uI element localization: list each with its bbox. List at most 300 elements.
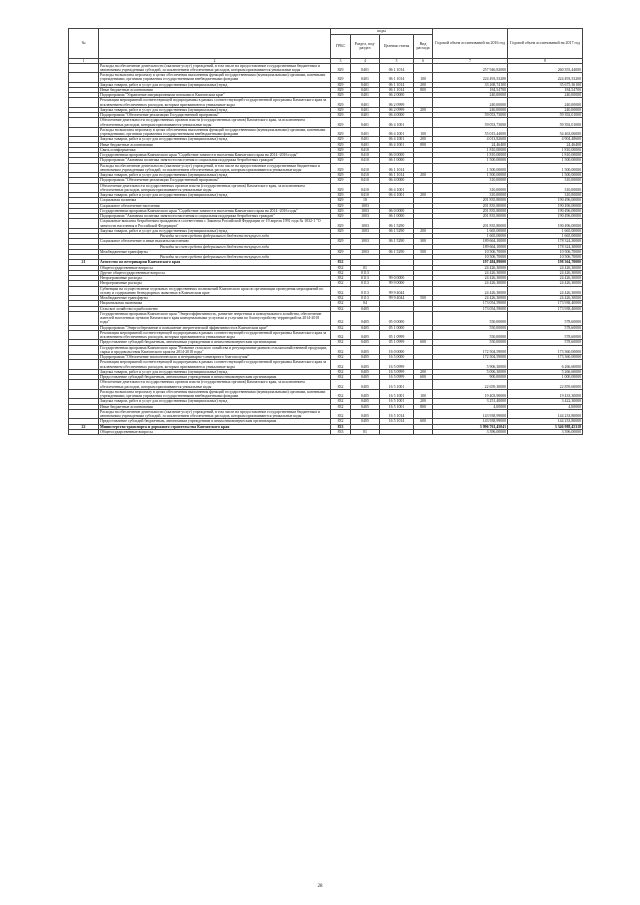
row-grbs: 829 — [331, 87, 351, 92]
header-row-top — [69, 29, 583, 35]
table-row — [69, 389, 583, 399]
row-expense-type — [414, 63, 433, 73]
row-amount-2016: 240,00000 — [433, 93, 508, 98]
row-amount-2017: 178 324,30000 — [508, 239, 583, 244]
row-target-article: 06 4 1001 — [380, 183, 414, 193]
row-amount-2017: 54 463,06000 — [508, 127, 583, 137]
row-razdel: 0405 — [351, 340, 380, 345]
row-grbs: 829 — [331, 178, 351, 183]
row-amount-2016: 143 938,99000 — [433, 419, 508, 424]
row-grbs: 829 — [331, 219, 351, 229]
row-expense-type — [414, 429, 433, 434]
row-amount-2016: 240,00000 — [433, 107, 508, 112]
row-amount-2016: 24 426,30000 — [433, 270, 508, 275]
row-razdel: 0401 — [351, 93, 380, 98]
row-expense-type — [414, 219, 433, 229]
row-amount-2016: 201 835,80000 — [433, 198, 508, 203]
row-expense-type — [414, 409, 433, 419]
row-target-article: 16 5 0999 — [380, 375, 414, 380]
row-razdel: 1003 — [351, 208, 380, 213]
row-amount-2016: 173 054,59000 — [433, 306, 508, 311]
row-amount-2016: 1 500,00000 — [433, 163, 508, 173]
row-description: Другие общегосударственные вопросы — [99, 270, 331, 275]
row-description: Реализация мероприятий соответствующей подпрограммы в рамках соответствующей государственной программы Камчатского края за исключением обеспеченных расходов, которым присваиваются уникальные коды — [99, 330, 331, 340]
row-razdel: 0401 — [351, 87, 380, 92]
row-target-article: 99 9 4044 — [380, 296, 414, 301]
row-expense-type: 200 — [414, 173, 433, 178]
row-amount-2016: 184,54700 — [433, 87, 508, 92]
row-number — [69, 345, 99, 355]
table-row — [69, 409, 583, 419]
col-razdel-header: Раздел, под-раздел — [351, 34, 380, 58]
row-description: Закупка товаров, работ и услуг для государственных (муниципальных) нужд — [99, 107, 331, 112]
row-grbs: 829 — [331, 203, 351, 208]
row-amount-2017: 35 675,36100 — [508, 82, 583, 87]
row-amount-2017: 173 360,00000 — [508, 355, 583, 360]
row-amount-2017: 59 392,01000 — [508, 118, 583, 128]
table-row — [69, 311, 583, 325]
row-razdel: 1003 — [351, 203, 380, 208]
table-row — [69, 345, 583, 355]
row-razdel: 0405 — [351, 380, 380, 390]
row-amount-2016: 5 906,30000 — [433, 360, 508, 370]
row-grbs: 832 — [331, 260, 351, 265]
row-amount-2016: 24,46400 — [433, 142, 508, 147]
row-amount-2017: 24 426,30000 — [508, 281, 583, 286]
table-body — [69, 63, 583, 435]
row-expense-type: 600 — [414, 340, 433, 345]
row-target-article: 06 4 1001 — [380, 137, 414, 142]
row-target-article: 06 0 0000 — [380, 208, 414, 213]
row-target-article: 06 4 1001 — [380, 193, 414, 198]
row-grbs: 829 — [331, 107, 351, 112]
row-grbs: 829 — [331, 93, 351, 98]
row-razdel: 0401 — [351, 113, 380, 118]
row-razdel: 0401 — [351, 82, 380, 87]
row-amount-2017: 578,60000 — [508, 330, 583, 340]
row-amount-2017: 24 426,30000 — [508, 296, 583, 301]
table-row — [69, 286, 583, 296]
row-number — [69, 219, 99, 229]
row-amount-2016: 201 835,80000 — [433, 214, 508, 219]
row-target-article: 06 4 1001 — [380, 127, 414, 137]
row-target-article: 05 1 0999 — [380, 340, 414, 345]
row-description: Подпрограмма "Активная политика занятости населения и социальная поддержка безработных граждан" — [99, 214, 331, 219]
row-razdel: 0113 — [351, 286, 380, 296]
row-amount-2017: 24 426,30000 — [508, 286, 583, 296]
table-row — [69, 163, 583, 173]
row-target-article: 16 5 0999 — [380, 369, 414, 374]
row-razdel: 1003 — [351, 219, 380, 229]
row-amount-2017: 190 496,00000 — [508, 214, 583, 219]
table-row — [69, 219, 583, 229]
row-description: Закупка товаров, работ и услуг для государственных (муниципальных) нужд — [99, 173, 331, 178]
table-row — [69, 183, 583, 193]
col-expense-type-header: Вид расхода — [414, 34, 433, 58]
row-amount-2016: 189 664,10000 — [433, 244, 508, 249]
row-expense-type — [414, 345, 433, 355]
row-number — [69, 330, 99, 340]
row-amount-2016: 55 015,44000 — [433, 127, 508, 137]
row-razdel: 0113 — [351, 296, 380, 301]
row-target-article: 06 1 5290 — [380, 228, 414, 233]
row-description: Предоставление субсидий бюджетным, автономным учреждениям и иным некоммерческим организациям — [99, 375, 331, 380]
row-expense-type: 100 — [414, 73, 433, 83]
codes-group-header: коды — [331, 29, 433, 35]
row-grbs: 829 — [331, 113, 351, 118]
row-target-article: 06 1 5290 — [380, 249, 414, 254]
row-grbs: 832 — [331, 380, 351, 390]
row-description: Обеспечение деятельности государственных органов власти (государственных органов) Камчатского края, за исключением обеспеченных расходов, которым присваиваются уникальные коды — [99, 183, 331, 193]
row-expense-type: 500 — [414, 249, 433, 254]
row-target-article: 06 1 1014 — [380, 163, 414, 173]
row-expense-type: 600 — [414, 375, 433, 380]
row-description: Социальное обеспечение и иные выплаты населению — [99, 239, 331, 244]
row-grbs: 832 — [331, 360, 351, 370]
row-description: Предоставление субсидий бюджетным, автономным учреждениям и иным некоммерческим организациям — [99, 340, 331, 345]
row-expense-type — [414, 183, 433, 193]
budget-table — [68, 28, 583, 435]
row-amount-2016: 1 665,00000 — [433, 234, 508, 239]
row-description: Закупка товаров, работ и услуг для государственных (муниципальных) нужд — [99, 399, 331, 404]
row-number — [69, 118, 99, 128]
row-razdel: 0113 — [351, 276, 380, 281]
row-description: Реализация мероприятий соответствующей подпрограммы в рамках соответствующей государственной программы Камчатского края за исключением обеспеченных расходов, которым присваиваются уникальные коды — [99, 98, 331, 108]
row-grbs: 832 — [331, 340, 351, 345]
row-amount-2016: 550,00000 — [433, 340, 508, 345]
row-amount-2016: 143 938,99000 — [433, 409, 508, 419]
row-target-article: 16 5 0000 — [380, 355, 414, 360]
row-razdel: 10 — [351, 198, 380, 203]
row-description: Подпрограмма "Энергосбережение и повышение энергетической эффективности в Камчатском крае" — [99, 325, 331, 330]
column-index: 8 — [508, 58, 583, 63]
row-expense-type — [414, 286, 433, 296]
row-description: Расходы за счет средств федерального бюджета текущего года — [99, 255, 331, 260]
row-amount-2017: 240,00000 — [508, 107, 583, 112]
row-number — [69, 98, 99, 108]
row-expense-type: 800 — [414, 404, 433, 409]
row-amount-2017: 19 433,30000 — [508, 389, 583, 399]
row-amount-2017: 1 500,00000 — [508, 158, 583, 163]
row-amount-2016: 59 053,73000 — [433, 113, 508, 118]
row-amount-2016: 10 506,70000 — [433, 249, 508, 254]
row-amount-2017: 184,54700 — [508, 87, 583, 92]
row-description: Расходы на выплаты персоналу в целях обеспечения выполнения функций государственными (муниципальными) органами, казенными учреждениями, органами управления государственными внебюджетными фондами — [99, 73, 331, 83]
row-amount-2017: 1 810,00000 — [508, 153, 583, 158]
row-expense-type: 500 — [414, 296, 433, 301]
row-razdel: 04 — [351, 301, 380, 306]
row-grbs: 832 — [331, 399, 351, 404]
row-grbs: 832 — [331, 375, 351, 380]
row-number — [69, 389, 99, 399]
row-grbs: 832 — [331, 404, 351, 409]
row-amount-2016: 550,00000 — [433, 325, 508, 330]
row-amount-2016: 197 484,89000 — [433, 260, 508, 265]
row-target-article: 06 4 1001 — [380, 118, 414, 128]
row-amount-2017: 1 000,00000 — [508, 375, 583, 380]
row-grbs: 832 — [331, 325, 351, 330]
row-expense-type: 200 — [414, 193, 433, 198]
row-razdel: 0405 — [351, 360, 380, 370]
row-grbs: 829 — [331, 208, 351, 213]
row-description: Общегосударственные вопросы — [99, 265, 331, 270]
row-description: Социальная политика — [99, 198, 331, 203]
row-amount-2017: 173 938,40000 — [508, 301, 583, 306]
budget-table-sheet — [68, 28, 582, 435]
row-grbs: 832 — [331, 276, 351, 281]
row-amount-2016: 3 396,00000 — [433, 429, 508, 434]
row-target-article: 16 5 1001 — [380, 380, 414, 390]
row-expense-type: 200 — [414, 107, 433, 112]
row-razdel: 0113 — [351, 281, 380, 286]
row-target-article: 06 2 0999 — [380, 107, 414, 112]
table-row — [69, 380, 583, 390]
row-razdel: 0401 — [351, 118, 380, 128]
row-grbs: 829 — [331, 173, 351, 178]
row-amount-2016: 22 659,30000 — [433, 380, 508, 390]
row-amount-2017: 310,00000 — [508, 183, 583, 193]
column-index: 7 — [433, 58, 508, 63]
row-description: Общегосударственные вопросы — [99, 429, 331, 434]
row-expense-type: 200 — [414, 399, 433, 404]
row-razdel: 0405 — [351, 419, 380, 424]
row-expense-type: 600 — [414, 419, 433, 424]
row-amount-2016: 310,00000 — [433, 178, 508, 183]
row-grbs: 832 — [331, 296, 351, 301]
row-expense-type — [414, 118, 433, 128]
row-amount-2017: 310,00000 — [508, 178, 583, 183]
row-amount-2016: 24 426,30000 — [433, 265, 508, 270]
row-grbs: 833 — [331, 429, 351, 434]
row-amount-2017: 198 364,70000 — [508, 260, 583, 265]
row-description: Расходы на выплаты персоналу в целях обеспечения выполнения функций государственными (муниципальными) органами, казенными учреждениями, органами управления государственными внебюджетными фондами — [99, 127, 331, 137]
row-target-article: 16 5 1014 — [380, 419, 414, 424]
row-razdel: 0410 — [351, 173, 380, 178]
row-description: Реализация мероприятий соответствующей подпрограммы в рамках соответствующей государственной программы Камчатского края за исключением обеспеченных расходов, которым присваиваются уникальные коды — [99, 360, 331, 370]
row-number — [69, 183, 99, 193]
row-amount-2017: 59 392,01000 — [508, 113, 583, 118]
row-razdel: 0405 — [351, 375, 380, 380]
row-number — [69, 127, 99, 137]
row-razdel: 1003 — [351, 214, 380, 219]
row-razdel: 0405 — [351, 330, 380, 340]
row-grbs: 829 — [331, 193, 351, 198]
row-target-article: 06 4 1001 — [380, 142, 414, 147]
row-expense-type: 200 — [414, 369, 433, 374]
row-razdel: 1003 — [351, 249, 380, 254]
row-description: Подпрограмма "Обеспечение эпизоотического и ветеринарно-санитарного благополучия" — [99, 355, 331, 360]
row-amount-2017: 260 355,44000 — [508, 63, 583, 73]
row-amount-2016: 224 493,53200 — [433, 73, 508, 83]
row-amount-2016: 5 006,30000 — [433, 369, 508, 374]
row-amount-2016: 201 835,80000 — [433, 219, 508, 229]
row-amount-2016: 900,00000 — [433, 375, 508, 380]
row-grbs: 832 — [331, 306, 351, 311]
row-expense-type — [414, 311, 433, 325]
row-description: Закупка товаров, работ и услуг для государственных (муниципальных) нужд — [99, 82, 331, 87]
row-expense-type — [414, 163, 433, 173]
column-index: 4 — [351, 58, 380, 63]
row-expense-type — [414, 380, 433, 390]
table-row — [69, 98, 583, 108]
row-target-article: 05 1 0999 — [380, 330, 414, 340]
row-description: Подпрограмма "Активная политика занятости населения и социальная поддержка безработных граждан" — [99, 158, 331, 163]
row-target-article: 06 1 1014 — [380, 63, 414, 73]
row-amount-2017: 24 426,30000 — [508, 276, 583, 281]
row-amount-2017: 178 324,30000 — [508, 244, 583, 249]
row-razdel: 0401 — [351, 142, 380, 147]
row-description: Расходы на выплаты персоналу в целях обеспечения выполнения функций государственными (муниципальными) органами, казенными учреждениями, органами управления государственными внебюджетными фондами — [99, 389, 331, 399]
row-grbs: 829 — [331, 228, 351, 233]
row-amount-2016: 24 426,30000 — [433, 276, 508, 281]
row-description: Обеспечение деятельности государственных органов власти (государственных органов) Камчатского края, за исключением обеспеченных расходов, которым присваиваются уникальные коды — [99, 118, 331, 128]
row-amount-2016: 1 665,00000 — [433, 228, 508, 233]
row-grbs: 832 — [331, 265, 351, 270]
row-amount-2017: 144 233,80000 — [508, 419, 583, 424]
row-description: Социальные выплаты безработным гражданам в соответствии с Законом Российской Федерации от 19 апреля 1991 года № 1032-1 "О занятости населения в Российской Федерации" — [99, 219, 331, 229]
row-target-article: 16 5 1001 — [380, 404, 414, 409]
row-amount-2017: 24 426,30000 — [508, 265, 583, 270]
row-grbs: 832 — [331, 355, 351, 360]
row-razdel: 0405 — [351, 389, 380, 399]
row-description: Социальное обеспечение населения — [99, 203, 331, 208]
table-row — [69, 127, 583, 137]
table-row — [69, 118, 583, 128]
column-index: 5 — [380, 58, 414, 63]
row-target-article: 06 1 5290 — [380, 239, 414, 244]
row-description: Закупка товаров, работ и услуг для государственных (муниципальных) нужд — [99, 193, 331, 198]
column-index: 2 — [99, 58, 331, 63]
row-number — [69, 63, 99, 73]
column-index: 6 — [414, 58, 433, 63]
col-2016-header: Годовой объем ассигнований на 2016 год — [433, 29, 508, 59]
row-expense-type: 800 — [414, 142, 433, 147]
row-expense-type: 300 — [414, 239, 433, 244]
row-amount-2016: 24 426,30000 — [433, 286, 508, 296]
row-grbs: 829 — [331, 147, 351, 152]
row-razdel: 0401 — [351, 73, 380, 83]
row-amount-2017: 310,00000 — [508, 193, 583, 198]
row-grbs: 829 — [331, 137, 351, 142]
row-description: Подпрограмма "Обеспечение реализации Государственной программы" — [99, 113, 331, 118]
row-description: Подпрограмма "Обеспечение реализации Государственной программы" — [99, 178, 331, 183]
row-description: Агентство по ветеринарии Камчатского края — [99, 260, 331, 265]
row-description: Государственная программа Камчатского края "Развитие сельского хозяйства и регулирование рынков сельскохозяйственной продукции, сырья и продовольствия Камчатского края на 2014-2018 годы" — [99, 345, 331, 355]
row-grbs: 832 — [331, 286, 351, 296]
row-grbs: 829 — [331, 73, 351, 83]
row-number — [69, 409, 99, 419]
row-expense-type: 200 — [414, 228, 433, 233]
row-target-article: 06 1 1014 — [380, 87, 414, 92]
row-grbs: 833 — [331, 424, 351, 429]
row-grbs: 832 — [331, 409, 351, 419]
row-grbs: 829 — [331, 198, 351, 203]
row-amount-2016: 240,00000 — [433, 98, 508, 108]
row-amount-2017: 4 904,48600 — [508, 137, 583, 142]
row-amount-2017: 578,60000 — [508, 311, 583, 325]
row-razdel: 01 — [351, 265, 380, 270]
row-description: Межбюджетные трансферты — [99, 249, 331, 254]
row-amount-2016: 1 500,00000 — [433, 173, 508, 178]
row-description: Предоставление субсидий бюджетным, автономным учреждениям и иным некоммерческим организациям — [99, 419, 331, 424]
row-description: Связь и информатика — [99, 147, 331, 152]
row-amount-2016: 201 835,80000 — [433, 208, 508, 213]
row-amount-2017: 578,60000 — [508, 340, 583, 345]
row-amount-2017: 173 938,40000 — [508, 306, 583, 311]
row-grbs: 829 — [331, 142, 351, 147]
row-amount-2017: 6 266,60000 — [508, 360, 583, 370]
row-razdel: 0405 — [351, 409, 380, 419]
row-number — [69, 286, 99, 296]
row-razdel: 01 — [351, 429, 380, 434]
row-description: Расходы на обеспечение деятельности (оказание услуг) учреждений, в том числе на предоставление государственным бюджетным и автономным учреждениям субсидий, за исключением обеспеченных расходов, которым присваиваются уникальные коды — [99, 163, 331, 173]
row-target-article: 06 4 0000 — [380, 113, 414, 118]
row-amount-2016: 4 013,82600 — [433, 137, 508, 142]
row-amount-2016: 24 426,30000 — [433, 296, 508, 301]
row-target-article: 16 5 0999 — [380, 360, 414, 370]
row-razdel: 1003 — [351, 228, 380, 233]
row-grbs: 832 — [331, 270, 351, 275]
row-razdel: 0405 — [351, 345, 380, 355]
row-grbs: 832 — [331, 301, 351, 306]
row-grbs: 829 — [331, 249, 351, 254]
row-amount-2016: 4,00000 — [433, 404, 508, 409]
row-grbs: 829 — [331, 163, 351, 173]
row-description: Иные бюджетные ассигнования — [99, 87, 331, 92]
row-razdel: 0405 — [351, 369, 380, 374]
row-amount-2016: 172 504,59000 — [433, 355, 508, 360]
col-2017-header: Годовой объем ассигнований на 2017 год — [508, 29, 583, 59]
page-number: 28 — [317, 884, 323, 889]
row-target-article: 05 0 0000 — [380, 311, 414, 325]
row-amount-2016: 3 251,40000 — [433, 399, 508, 404]
row-target-article: 06 2 0000 — [380, 93, 414, 98]
row-expense-type — [414, 330, 433, 340]
row-grbs: 829 — [331, 214, 351, 219]
row-description: Иные бюджетные ассигнования — [99, 142, 331, 147]
row-expense-type: 100 — [414, 127, 433, 137]
column-index: 3 — [331, 58, 351, 63]
row-grbs: 829 — [331, 239, 351, 244]
row-number — [69, 360, 99, 370]
row-amount-2017: 1 500,00000 — [508, 173, 583, 178]
row-description: Сельское хозяйство и рыболовство — [99, 306, 331, 311]
row-amount-2017: 3 396,00000 — [508, 429, 583, 434]
row-amount-2017: 1 665,00000 — [508, 234, 583, 239]
table-row — [69, 360, 583, 370]
row-number — [69, 73, 99, 83]
row-razdel: 0405 — [351, 325, 380, 330]
row-description: Государственная программа Камчатского края "Содействие занятости населения Камчатского края на 2014 -2016 годы" — [99, 153, 331, 158]
row-razdel: 0410 — [351, 147, 380, 152]
row-target-article: 06 0 0000 — [380, 153, 414, 158]
row-description: Межбюджетные трансферты — [99, 296, 331, 301]
row-target-article: 06 4 0000 — [380, 178, 414, 183]
row-amount-2017: 190 496,00000 — [508, 203, 583, 208]
row-amount-2016: 19 403,90000 — [433, 389, 508, 399]
row-razdel: 0401 — [351, 107, 380, 112]
row-description: Закупка товаров, работ и услуг для государственных (муниципальных) нужд — [99, 369, 331, 374]
col-grbs-header: ГРБС — [331, 34, 351, 58]
row-razdel: 0405 — [351, 404, 380, 409]
row-amount-2017: 10 506,70000 — [508, 255, 583, 260]
row-amount-2017: 3 422,30000 — [508, 399, 583, 404]
row-description: Закупка товаров, работ и услуг для государственных (муниципальных) нужд — [99, 137, 331, 142]
row-number: 21 — [69, 260, 99, 265]
row-grbs: 829 — [331, 118, 351, 128]
row-amount-2016: 257 946,82000 — [433, 63, 508, 73]
row-grbs: 829 — [331, 127, 351, 137]
